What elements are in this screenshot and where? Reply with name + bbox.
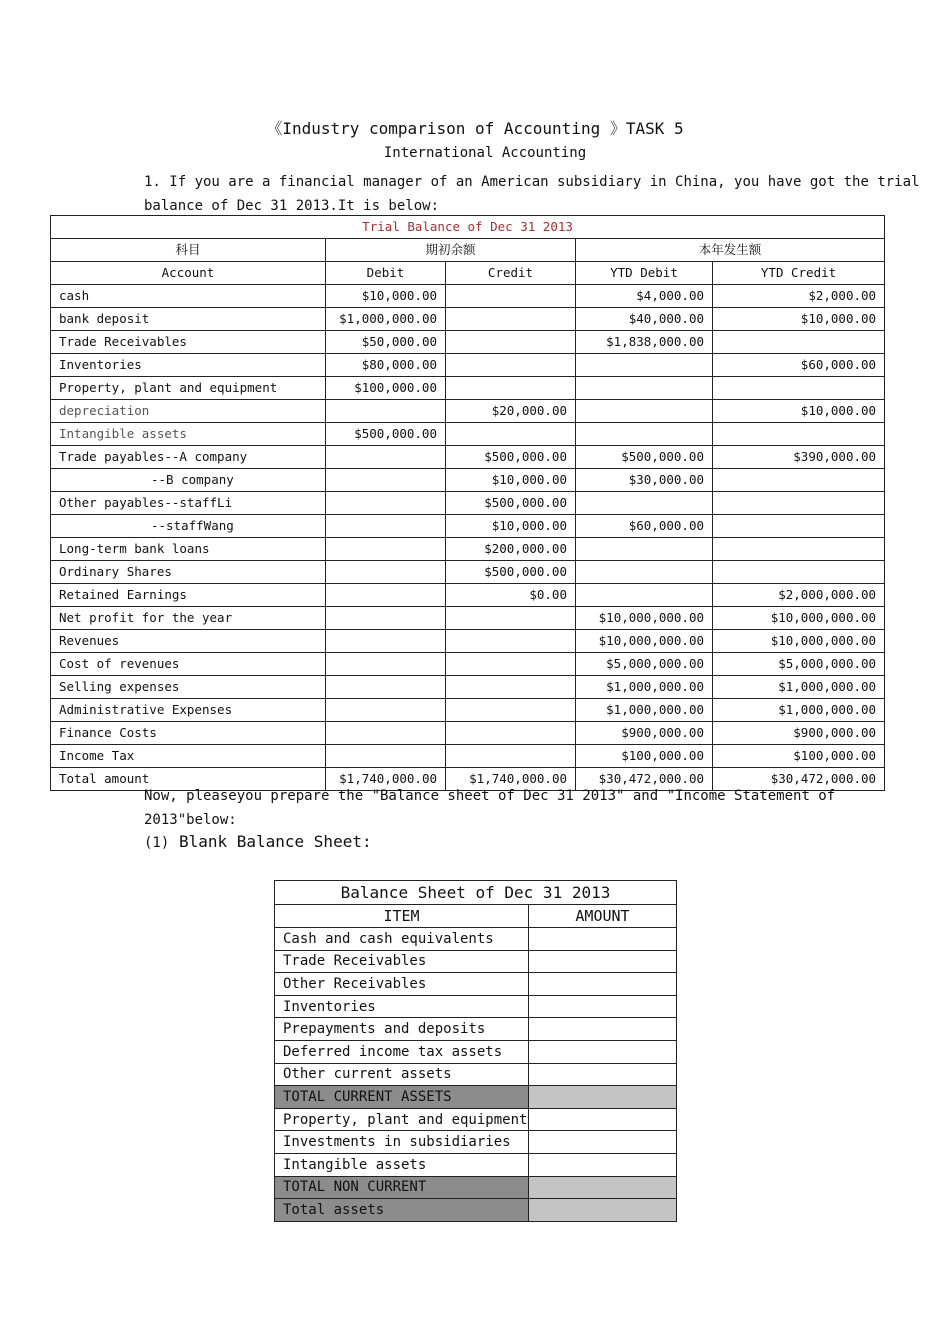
ytd-credit-cell: $10,000.00 bbox=[713, 308, 885, 331]
table-row bbox=[51, 538, 885, 561]
ytd-debit-cell: $500,000.00 bbox=[576, 446, 713, 469]
account-cell: Net profit for the year bbox=[51, 607, 326, 630]
debit-cell bbox=[326, 469, 446, 492]
credit-cell bbox=[446, 308, 576, 331]
item-cell: Property, plant and equipment bbox=[275, 1108, 529, 1131]
ytd-debit-cell bbox=[576, 354, 713, 377]
table-row bbox=[51, 607, 885, 630]
balance-sheet-row bbox=[275, 928, 677, 951]
debit-cell bbox=[326, 699, 446, 722]
ytd-credit-cell: $1,000,000.00 bbox=[713, 676, 885, 699]
credit-cell bbox=[446, 377, 576, 400]
debit-cell bbox=[326, 745, 446, 768]
ytd-credit-cell bbox=[713, 492, 885, 515]
ytd-credit-cell: $2,000.00 bbox=[713, 285, 885, 308]
account-cell: cash bbox=[51, 285, 326, 308]
table-row bbox=[51, 653, 885, 676]
credit-cell: $500,000.00 bbox=[446, 446, 576, 469]
ytd-credit-cell bbox=[713, 561, 885, 584]
credit-cell bbox=[446, 423, 576, 446]
amount-cell bbox=[529, 1199, 677, 1222]
credit-cell: $500,000.00 bbox=[446, 492, 576, 515]
ytd-credit-cell: $10,000,000.00 bbox=[713, 607, 885, 630]
account-cell: Other payables--staffLi bbox=[51, 492, 326, 515]
debit-cell bbox=[326, 653, 446, 676]
blank-label-text: Blank Balance Sheet: bbox=[178, 832, 372, 851]
debit-cell bbox=[326, 607, 446, 630]
account-cell: Total amount bbox=[51, 768, 326, 791]
credit-cell: $500,000.00 bbox=[446, 561, 576, 584]
column-header-ytd-credit: YTD Credit bbox=[713, 262, 885, 285]
ytd-debit-cell: $1,000,000.00 bbox=[576, 676, 713, 699]
amount-cell bbox=[529, 973, 677, 996]
ytd-credit-cell bbox=[713, 377, 885, 400]
credit-cell bbox=[446, 285, 576, 308]
credit-cell bbox=[446, 607, 576, 630]
item-cell: Cash and cash equivalents bbox=[275, 928, 529, 951]
debit-cell bbox=[326, 584, 446, 607]
table-row bbox=[51, 515, 885, 538]
blank-balance-sheet-label bbox=[144, 832, 372, 851]
table-row bbox=[51, 745, 885, 768]
credit-cell: $200,000.00 bbox=[446, 538, 576, 561]
balance-sheet-row bbox=[275, 950, 677, 973]
debit-cell: $1,000,000.00 bbox=[326, 308, 446, 331]
ytd-debit-cell: $5,000,000.00 bbox=[576, 653, 713, 676]
column-header-account: Account bbox=[51, 262, 326, 285]
ytd-debit-cell: $900,000.00 bbox=[576, 722, 713, 745]
debit-cell bbox=[326, 630, 446, 653]
amount-cell bbox=[529, 928, 677, 951]
ytd-debit-cell: $10,000,000.00 bbox=[576, 607, 713, 630]
account-cell: Long-term bank loans bbox=[51, 538, 326, 561]
table-row bbox=[51, 377, 885, 400]
ytd-credit-cell: $2,000,000.00 bbox=[713, 584, 885, 607]
credit-cell bbox=[446, 676, 576, 699]
ytd-debit-cell: $10,000,000.00 bbox=[576, 630, 713, 653]
table-row bbox=[51, 561, 885, 584]
item-cell: TOTAL NON CURRENT bbox=[275, 1176, 529, 1199]
amount-cell bbox=[529, 950, 677, 973]
debit-cell bbox=[326, 400, 446, 423]
debit-cell bbox=[326, 492, 446, 515]
account-cell: Trade payables--A company bbox=[51, 446, 326, 469]
balance-sheet-row bbox=[275, 1153, 677, 1176]
ytd-debit-cell: $40,000.00 bbox=[576, 308, 713, 331]
ytd-debit-cell bbox=[576, 423, 713, 446]
credit-cell: $0.00 bbox=[446, 584, 576, 607]
account-cell: depreciation bbox=[51, 400, 326, 423]
ytd-debit-cell: $1,000,000.00 bbox=[576, 699, 713, 722]
amount-cell bbox=[529, 1108, 677, 1131]
credit-cell bbox=[446, 722, 576, 745]
ytd-credit-cell bbox=[713, 423, 885, 446]
account-cell: Income Tax bbox=[51, 745, 326, 768]
list-number: (1) bbox=[144, 835, 170, 851]
item-cell: Other current assets bbox=[275, 1063, 529, 1086]
table-row bbox=[51, 423, 885, 446]
balance-sheet-header-row bbox=[275, 905, 677, 928]
amount-cell bbox=[529, 1131, 677, 1154]
account-cell: Property, plant and equipment bbox=[51, 377, 326, 400]
instruction-paragraph: Now, pleaseyou prepare the "Balance sheet of Dec 31 2013" and "Income Statement of 2013"below: bbox=[144, 788, 836, 828]
debit-cell: $500,000.00 bbox=[326, 423, 446, 446]
group-header-opening: 期初余额 bbox=[326, 239, 576, 262]
debit-cell bbox=[326, 561, 446, 584]
debit-cell: $80,000.00 bbox=[326, 354, 446, 377]
account-cell: Revenues bbox=[51, 630, 326, 653]
credit-cell: $20,000.00 bbox=[446, 400, 576, 423]
column-header-item: ITEM bbox=[275, 905, 529, 928]
item-cell: Prepayments and deposits bbox=[275, 1018, 529, 1041]
balance-sheet-row bbox=[275, 1199, 677, 1222]
balance-sheet-row bbox=[275, 1018, 677, 1041]
ytd-credit-cell: $60,000.00 bbox=[713, 354, 885, 377]
item-cell: Investments in subsidiaries bbox=[275, 1131, 529, 1154]
table-row bbox=[51, 630, 885, 653]
ytd-credit-cell: $30,472,000.00 bbox=[713, 768, 885, 791]
account-cell: Trade Receivables bbox=[51, 331, 326, 354]
table-row bbox=[51, 354, 885, 377]
debit-cell bbox=[326, 446, 446, 469]
group-header-row bbox=[51, 239, 885, 262]
ytd-credit-cell: $1,000,000.00 bbox=[713, 699, 885, 722]
document-subtitle: International Accounting bbox=[383, 145, 587, 161]
table-row bbox=[51, 584, 885, 607]
ytd-credit-cell bbox=[713, 331, 885, 354]
table-row bbox=[51, 446, 885, 469]
table-row bbox=[51, 308, 885, 331]
account-cell: Retained Earnings bbox=[51, 584, 326, 607]
amount-cell bbox=[529, 1153, 677, 1176]
table-row bbox=[51, 469, 885, 492]
ytd-credit-cell: $5,000,000.00 bbox=[713, 653, 885, 676]
balance-sheet-row bbox=[275, 1108, 677, 1131]
balance-sheet-table bbox=[274, 880, 677, 1222]
balance-sheet-row bbox=[275, 1086, 677, 1109]
debit-cell: $1,740,000.00 bbox=[326, 768, 446, 791]
credit-cell bbox=[446, 745, 576, 768]
ytd-credit-cell bbox=[713, 469, 885, 492]
debit-cell bbox=[326, 676, 446, 699]
account-cell: --B company bbox=[51, 469, 326, 492]
column-header-debit: Debit bbox=[326, 262, 446, 285]
ytd-debit-cell: $30,472,000.00 bbox=[576, 768, 713, 791]
table-row bbox=[51, 699, 885, 722]
balance-sheet-title-row bbox=[275, 881, 677, 905]
item-cell: Deferred income tax assets bbox=[275, 1040, 529, 1063]
table-row bbox=[51, 285, 885, 308]
ytd-credit-cell: $100,000.00 bbox=[713, 745, 885, 768]
table-row bbox=[51, 331, 885, 354]
account-cell: Administrative Expenses bbox=[51, 699, 326, 722]
table-row bbox=[51, 400, 885, 423]
group-header-ytd: 本年发生额 bbox=[576, 239, 885, 262]
ytd-credit-cell bbox=[713, 538, 885, 561]
ytd-credit-cell: $10,000,000.00 bbox=[713, 630, 885, 653]
account-cell: Intangible assets bbox=[51, 423, 326, 446]
item-cell: Other Receivables bbox=[275, 973, 529, 996]
ytd-debit-cell bbox=[576, 538, 713, 561]
account-cell: Finance Costs bbox=[51, 722, 326, 745]
credit-cell: $1,740,000.00 bbox=[446, 768, 576, 791]
item-cell: Total assets bbox=[275, 1199, 529, 1222]
intro-paragraph: 1. If you are a financial manager of an American subsidiary in China, you have got the trial balance of Dec 31 2013.It is below: bbox=[144, 174, 928, 214]
ytd-credit-cell: $10,000.00 bbox=[713, 400, 885, 423]
ytd-debit-cell bbox=[576, 584, 713, 607]
ytd-debit-cell: $100,000.00 bbox=[576, 745, 713, 768]
ytd-credit-cell bbox=[713, 515, 885, 538]
balance-sheet-row bbox=[275, 995, 677, 1018]
amount-cell bbox=[529, 1040, 677, 1063]
amount-cell bbox=[529, 1086, 677, 1109]
credit-cell bbox=[446, 699, 576, 722]
debit-cell: $50,000.00 bbox=[326, 331, 446, 354]
column-header-row bbox=[51, 262, 885, 285]
ytd-debit-cell: $60,000.00 bbox=[576, 515, 713, 538]
debit-cell: $100,000.00 bbox=[326, 377, 446, 400]
trial-balance-caption-row bbox=[51, 216, 885, 239]
amount-cell bbox=[529, 995, 677, 1018]
amount-cell bbox=[529, 1176, 677, 1199]
item-cell: Intangible assets bbox=[275, 1153, 529, 1176]
column-header-ytd-debit: YTD Debit bbox=[576, 262, 713, 285]
ytd-debit-cell bbox=[576, 377, 713, 400]
debit-cell bbox=[326, 722, 446, 745]
balance-sheet-row bbox=[275, 1176, 677, 1199]
ytd-credit-cell: $900,000.00 bbox=[713, 722, 885, 745]
ytd-debit-cell: $4,000.00 bbox=[576, 285, 713, 308]
item-cell: Inventories bbox=[275, 995, 529, 1018]
table-row bbox=[51, 676, 885, 699]
column-header-credit: Credit bbox=[446, 262, 576, 285]
credit-cell bbox=[446, 653, 576, 676]
column-header-amount: AMOUNT bbox=[529, 905, 677, 928]
account-cell: --staffWang bbox=[51, 515, 326, 538]
debit-cell bbox=[326, 538, 446, 561]
credit-cell: $10,000.00 bbox=[446, 515, 576, 538]
balance-sheet-row bbox=[275, 1131, 677, 1154]
ytd-debit-cell bbox=[576, 561, 713, 584]
ytd-credit-cell: $390,000.00 bbox=[713, 446, 885, 469]
account-cell: bank deposit bbox=[51, 308, 326, 331]
item-cell: TOTAL CURRENT ASSETS bbox=[275, 1086, 529, 1109]
account-cell: Selling expenses bbox=[51, 676, 326, 699]
ytd-debit-cell bbox=[576, 400, 713, 423]
amount-cell bbox=[529, 1018, 677, 1041]
group-header-account: 科目 bbox=[51, 239, 326, 262]
debit-cell bbox=[326, 515, 446, 538]
trial-balance-caption: Trial Balance of Dec 31 2013 bbox=[51, 216, 885, 239]
credit-cell bbox=[446, 331, 576, 354]
account-cell: Inventories bbox=[51, 354, 326, 377]
ytd-debit-cell bbox=[576, 492, 713, 515]
debit-cell: $10,000.00 bbox=[326, 285, 446, 308]
balance-sheet-title: Balance Sheet of Dec 31 2013 bbox=[275, 881, 677, 905]
credit-cell bbox=[446, 354, 576, 377]
ytd-debit-cell: $30,000.00 bbox=[576, 469, 713, 492]
balance-sheet-row bbox=[275, 1063, 677, 1086]
item-cell: Trade Receivables bbox=[275, 950, 529, 973]
balance-sheet-row bbox=[275, 1040, 677, 1063]
account-cell: Ordinary Shares bbox=[51, 561, 326, 584]
trial-balance-table bbox=[50, 215, 885, 791]
ytd-debit-cell: $1,838,000.00 bbox=[576, 331, 713, 354]
account-cell: Cost of revenues bbox=[51, 653, 326, 676]
credit-cell bbox=[446, 630, 576, 653]
document-title: 《Industry comparison of Accounting 》TASK 5 bbox=[266, 119, 684, 138]
table-row bbox=[51, 492, 885, 515]
amount-cell bbox=[529, 1063, 677, 1086]
balance-sheet-row bbox=[275, 973, 677, 996]
credit-cell: $10,000.00 bbox=[446, 469, 576, 492]
table-row bbox=[51, 722, 885, 745]
